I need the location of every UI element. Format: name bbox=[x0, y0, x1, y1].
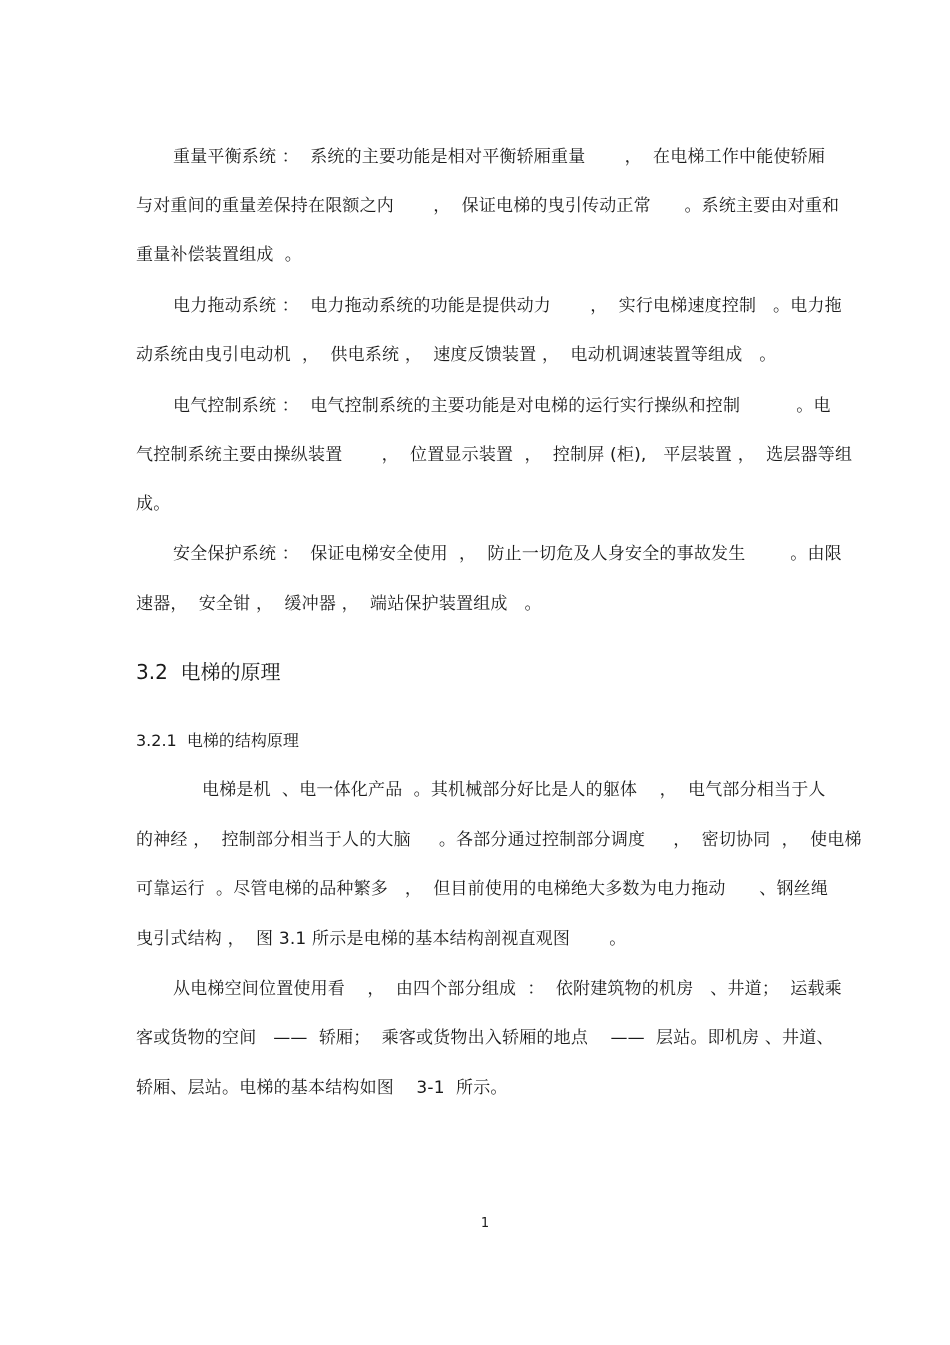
paragraph-electric-drive-line-1: 电力拖动系统 ： 电力拖动系统的功能是提供动力 ， 实行电梯速度控制 。电力拖 bbox=[173, 296, 842, 316]
paragraph-safety-protection-line-1: 安全保护系统 ： 保证电梯安全使用 ， 防止一切危及人身安全的事故发生 。由限 bbox=[173, 544, 842, 564]
page-number: 1 bbox=[480, 1216, 490, 1231]
paragraph-structure-intro-line-3: 可靠运行 。尽管电梯的品种繁多 ， 但目前使用的电梯绝大多数为电力拖动 、钢丝绳 bbox=[136, 879, 829, 899]
paragraph-structure-intro-line-1: 电梯是机 、电一体化产品 。其机械部分好比是人的躯体 ， 电气部分相当于人 bbox=[202, 780, 826, 800]
paragraph-weight-balance-line-3: 重量补偿装置组成 。 bbox=[136, 245, 303, 265]
subsection-heading: 3.2.1 电梯的结构原理 bbox=[136, 731, 299, 750]
paragraph-spatial-line-3: 轿厢、层站。电梯的基本结构如图 3-1 所示。 bbox=[136, 1078, 508, 1098]
paragraph-electric-control-line-2: 气控制系统主要由操纵装置 ， 位置显示装置 ， 控制屏 (柜), 平层装置 ， 选层器等组 bbox=[136, 445, 853, 465]
section-heading: 3.2 电梯的原理 bbox=[136, 660, 281, 684]
paragraph-electric-control-line-1: 电气控制系统 ： 电气控制系统的主要功能是对电梯的运行实行操纵和控制 。电 bbox=[173, 396, 831, 416]
paragraph-electric-control-line-3: 成。 bbox=[136, 494, 171, 514]
paragraph-weight-balance-line-1: 重量平衡系统 ： 系统的主要功能是相对平衡轿厢重量 ， 在电梯工作中能使轿厢 bbox=[173, 147, 826, 167]
paragraph-electric-drive-line-2: 动系统由曳引电动机 ， 供电系统 ， 速度反馈装置 ， 电动机调速装置等组成 。 bbox=[136, 345, 777, 365]
paragraph-structure-intro-line-2: 的神经 ， 控制部分相当于人的大脑 。各部分通过控制部分调度 ， 密切协同 ， 使电梯 bbox=[136, 830, 862, 850]
paragraph-spatial-line-1: 从电梯空间位置使用看 ， 由四个部分组成 ： 依附建筑物的机房 、井道； 运载乘 bbox=[173, 979, 842, 999]
paragraph-weight-balance-line-2: 与对重间的重量差保持在限额之内 ， 保证电梯的曳引传动正常 。系统主要由对重和 bbox=[136, 196, 840, 216]
paragraph-safety-protection-line-2: 速器， 安全钳 ， 缓冲器 ， 端站保护装置组成 。 bbox=[136, 594, 542, 614]
paragraph-structure-intro-line-4: 曳引式结构 ， 图 3.1 所示是电梯的基本结构剖视直观图 。 bbox=[136, 929, 627, 949]
paragraph-spatial-line-2: 客或货物的空间 —— 轿厢； 乘客或货物出入轿厢的地点 —— 层站。即机房 、井道、 bbox=[136, 1028, 834, 1048]
